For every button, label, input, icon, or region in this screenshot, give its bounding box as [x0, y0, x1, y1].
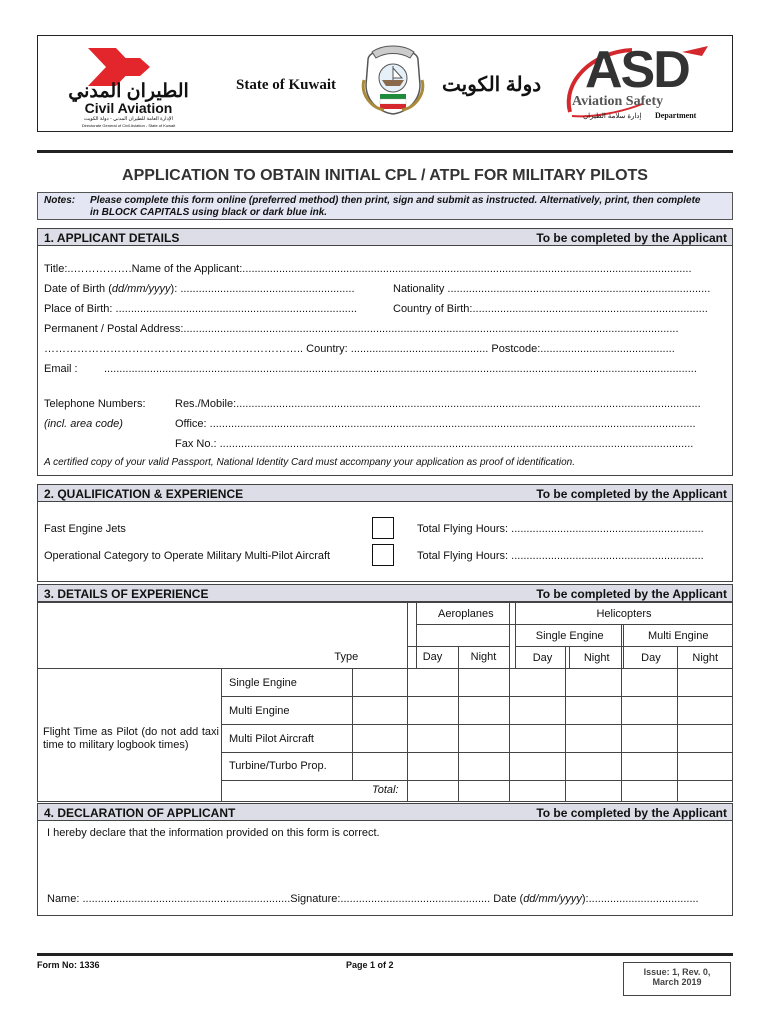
exp-row-single-engine: Single Engine — [229, 677, 297, 689]
heli-multi-header: Multi Engine — [624, 625, 733, 647]
section-3-right: To be completed by the Applicant — [536, 587, 727, 601]
page-number: Page 1 of 2 — [346, 960, 394, 970]
notes-label: Notes: — [44, 195, 76, 206]
fax-field[interactable]: Fax No.: ........................................................................................................................................................... — [175, 438, 694, 450]
page-title: APPLICATION TO OBTAIN INITIAL CPL / ATPL FOR MILITARY PILOTS — [122, 167, 648, 184]
fast-jets-hours-field[interactable]: Total Flying Hours: ............................................................... — [417, 523, 704, 535]
address-line-2-field[interactable]: …………………………………………………………….. Country: ............................................. Postcode:............................................ — [44, 343, 675, 355]
section-2-title: 2. QUALIFICATION & EXPERIENCE — [44, 487, 244, 501]
aero-night: Night — [470, 651, 497, 663]
section-3-header — [37, 584, 733, 602]
civil-aviation-sub-english: Directorate General of Civil Aviation - State of Kuwait — [81, 123, 176, 128]
notes-line-1: Please complete this form online (preferred method) then print, sign and submit as instructed. Alternatively, print, then complete — [90, 195, 701, 206]
flight-time-label: Flight Time as Pilot (do not add taxi time to military logbook times) — [43, 726, 219, 751]
civil-aviation-english: Civil Aviation — [84, 100, 173, 116]
helicopters-header: Helicopters — [515, 603, 732, 625]
type-cell — [38, 603, 417, 647]
email-label: Email : — [44, 363, 78, 375]
office-field[interactable]: Office: ............................................................................................................................................................... — [175, 418, 696, 430]
fast-jets-label: Fast Engine Jets — [44, 523, 126, 535]
civil-aviation-arabic: الطيران المدني — [68, 81, 189, 102]
section-1-right: To be completed by the Applicant — [536, 231, 727, 245]
experience-table — [37, 602, 733, 669]
notes-line-2: in BLOCK CAPITALS using black or dark blue ink. — [90, 207, 328, 218]
section-2-box — [37, 502, 733, 582]
title-rule — [37, 150, 733, 153]
exp-row-multi-engine: Multi Engine — [229, 705, 290, 717]
exp-row-turbine: Turbine/Turbo Prop. — [229, 760, 327, 772]
cob-field[interactable]: Country of Birth:............................................................................. — [393, 303, 708, 315]
aeroplanes-header: Aeroplanes — [416, 603, 515, 625]
multi-pilot-checkbox[interactable] — [372, 544, 394, 566]
aero-day: Day — [422, 651, 443, 663]
section-3-title: 3. DETAILS OF EXPERIENCE — [44, 587, 209, 601]
footer-rule — [37, 953, 733, 956]
section-1-header — [37, 228, 733, 246]
telephone-label: Telephone Numbers: — [44, 398, 146, 410]
state-of-kuwait-label: State of Kuwait — [236, 77, 336, 93]
title-name-field[interactable]: Title:..…………….Name of the Applicant:................................................................................................................................................... — [44, 263, 692, 275]
address-field[interactable]: Permanent / Postal Address:.................................................................................................................................................................. — [44, 323, 679, 335]
kuwait-emblem-icon — [358, 40, 428, 118]
multi-pilot-hours-field[interactable]: Total Flying Hours: ............................................................... — [417, 550, 704, 562]
multi-pilot-label: Operational Category to Operate Military Multi-Pilot Aircraft — [44, 550, 331, 562]
section-2-header — [37, 484, 733, 502]
type-label: Type — [330, 647, 416, 669]
pob-field[interactable]: Place of Birth: ............................................................................... — [44, 303, 357, 315]
section-4-header — [37, 803, 733, 821]
heli-single-day: Day — [515, 647, 569, 669]
res-mobile-field[interactable]: Res./Mobile:........................................................................................................................................................ — [175, 398, 701, 410]
form-number: Form No: 1336 — [37, 960, 100, 970]
asd-name: Aviation Safety — [572, 94, 664, 109]
section-2-right: To be completed by the Applicant — [536, 487, 727, 501]
heli-multi-night: Night — [678, 647, 733, 669]
heli-single-header: Single Engine — [515, 625, 623, 647]
issue-label: Issue: 1, Rev. 0, — [643, 967, 711, 977]
heli-single-night: Night — [569, 647, 623, 669]
heli-multi-day: Day — [624, 647, 678, 669]
issue-box — [623, 962, 731, 996]
email-field[interactable]: .................................................................................................................................................................................................. — [104, 363, 697, 375]
dob-field[interactable]: Date of Birth (dd/mm/yyyy): ......................................................... — [44, 283, 355, 295]
asd-department: Department — [655, 111, 697, 120]
telephone-sublabel: (incl. area code) — [44, 418, 123, 430]
nationality-field[interactable]: Nationality ...................................................................................... — [393, 283, 711, 295]
exp-row-multi-pilot: Multi Pilot Aircraft — [229, 733, 314, 745]
civil-aviation-sub-arabic: الإدارة العامة للطيران المدني - دولة الكويت — [83, 116, 174, 122]
name-signature-date-field[interactable]: Name: ....................................................................Signature:................................................. Date (dd/mm/yyyy):.................................... — [47, 893, 699, 905]
passport-note: A certified copy of your valid Passport, National Identity Card must accompany your application as proof of identification. — [44, 457, 576, 468]
asd-department-arabic: إدارة سلامة الطيران — [583, 113, 642, 120]
section-4-right: To be completed by the Applicant — [536, 806, 727, 820]
declaration-text: I hereby declare that the information provided on this form is correct. — [47, 827, 380, 839]
state-of-kuwait-arabic: دولة الكويت — [442, 74, 542, 96]
issue-date: March 2019 — [652, 977, 702, 987]
section-1-title: 1. APPLICANT DETAILS — [44, 231, 180, 245]
section-4-title: 4. DECLARATION OF APPLICANT — [44, 806, 236, 820]
exp-total-label: Total: — [372, 784, 399, 796]
asd-logo-text: ASD — [585, 41, 689, 99]
fast-jets-checkbox[interactable] — [372, 517, 394, 539]
